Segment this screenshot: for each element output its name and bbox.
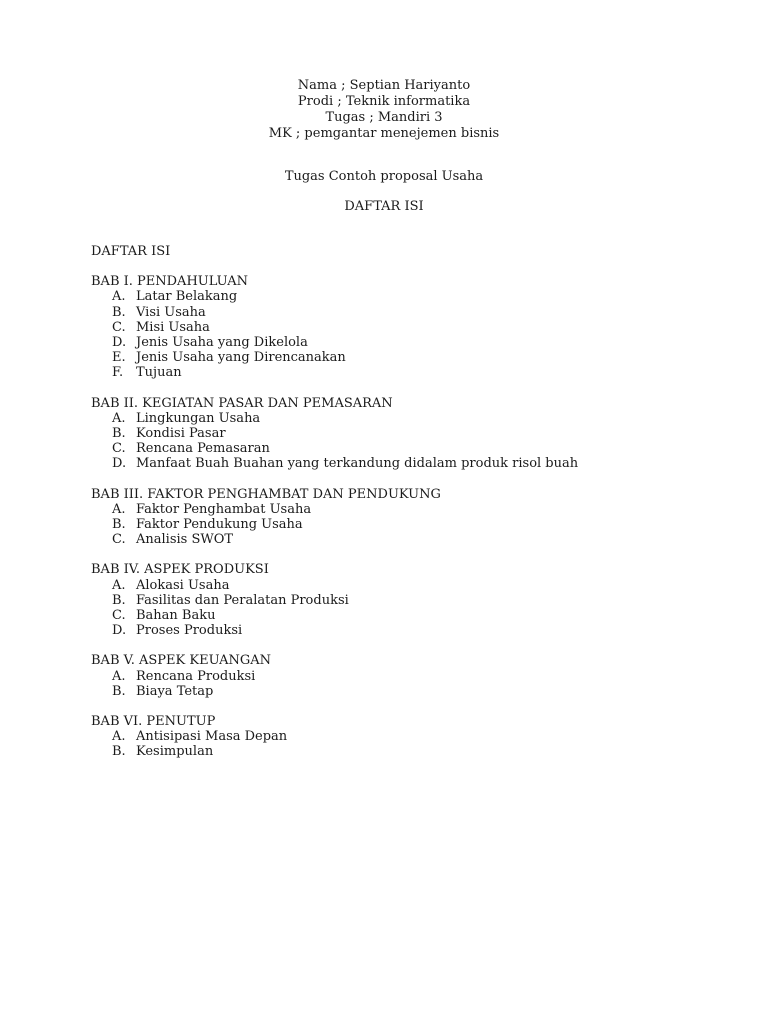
chapter-item-list — [91, 729, 731, 759]
toc-center-title: DAFTAR ISI — [344, 199, 424, 214]
list-item-text: Biaya Tetap — [136, 683, 214, 699]
chapter-title: BAB I. PENDAHULUAN — [91, 274, 248, 290]
list-item — [112, 411, 731, 426]
list-item-text: Manfaat Buah Buahan yang terkandung didalam produk risol buah — [136, 456, 579, 472]
chapter-section — [91, 396, 731, 472]
list-item-text: Proses Produksi — [136, 623, 243, 639]
list-item — [112, 532, 731, 547]
list-item-marker: D. — [112, 456, 127, 472]
list-item-marker: A. — [112, 577, 126, 593]
list-item-marker: B. — [112, 592, 126, 608]
chapter-section — [91, 562, 731, 638]
chapter-title: BAB VI. PENUTUP — [91, 714, 216, 730]
toc-heading: DAFTAR ISI — [91, 244, 171, 259]
list-item — [112, 426, 731, 441]
chapter-list — [91, 274, 731, 759]
list-item-marker: F. — [112, 365, 124, 381]
list-item-text: Tujuan — [136, 365, 182, 381]
list-item — [112, 517, 731, 532]
list-item — [112, 669, 731, 684]
chapter-title: BAB II. KEGIATAN PASAR DAN PEMASARAN — [91, 395, 393, 411]
list-item-text: Jenis Usaha yang Direncanakan — [136, 350, 346, 366]
list-item-marker: B. — [112, 304, 126, 320]
list-item-marker: B. — [112, 517, 126, 533]
chapter-item-list — [91, 578, 731, 639]
header-tugas-line: Tugas ; Mandiri 3 — [325, 110, 443, 125]
list-item — [112, 320, 731, 335]
list-item-marker: B. — [112, 426, 126, 442]
list-item-text: Kesimpulan — [136, 744, 214, 760]
list-item-text: Fasilitas dan Peralatan Produksi — [136, 592, 349, 608]
list-item — [112, 744, 731, 759]
header-name-line: Nama ; Septian Hariyanto — [297, 78, 471, 93]
list-item — [112, 305, 731, 320]
list-item-marker: D. — [112, 623, 127, 639]
header-prodi-line: Prodi ; Teknik informatika — [297, 94, 471, 109]
list-item — [112, 684, 731, 699]
list-item-text: Rencana Pemasaran — [136, 441, 270, 457]
list-item — [112, 578, 731, 593]
list-item-text: Faktor Pendukung Usaha — [136, 517, 303, 533]
list-item-text: Antisipasi Masa Depan — [136, 729, 288, 745]
header-block — [0, 78, 768, 142]
list-item-marker: C. — [112, 532, 126, 548]
list-item — [112, 456, 731, 471]
list-item-marker: B. — [112, 744, 126, 760]
list-item — [112, 593, 731, 608]
list-item-marker: A. — [112, 729, 126, 745]
list-item-text: Jenis Usaha yang Dikelola — [136, 335, 308, 351]
list-item-text: Latar Belakang — [136, 289, 238, 305]
list-item-text: Bahan Baku — [136, 608, 216, 624]
list-item-text: Kondisi Pasar — [136, 426, 226, 442]
table-of-contents — [91, 244, 731, 775]
chapter-title: BAB III. FAKTOR PENGHAMBAT DAN PENDUKUNG — [91, 486, 441, 502]
list-item-marker: C. — [112, 441, 126, 457]
list-item-text: Analisis SWOT — [136, 532, 234, 548]
chapter-section — [91, 714, 731, 760]
list-item-marker: D. — [112, 335, 127, 351]
chapter-item-list — [91, 289, 731, 380]
chapter-item-list — [91, 411, 731, 472]
list-item — [112, 350, 731, 365]
list-item-text: Faktor Penghambat Usaha — [136, 501, 312, 517]
list-item-text: Visi Usaha — [136, 304, 206, 320]
list-item-marker: C. — [112, 608, 126, 624]
list-item-text: Misi Usaha — [136, 319, 210, 335]
chapter-title: BAB V. ASPEK KEUANGAN — [91, 653, 272, 669]
chapter-section — [91, 653, 731, 699]
chapter-item-list — [91, 669, 731, 699]
chapter-section — [91, 487, 731, 548]
list-item-marker: A. — [112, 668, 126, 684]
list-item-text: Lingkungan Usaha — [136, 410, 261, 426]
list-item-marker: B. — [112, 683, 126, 699]
list-item — [112, 289, 731, 304]
document-subtitle: Tugas Contoh proposal Usaha — [284, 169, 484, 184]
list-item-marker: C. — [112, 319, 126, 335]
list-item — [112, 335, 731, 350]
list-item — [112, 608, 731, 623]
list-item — [112, 502, 731, 517]
list-item-marker: E. — [112, 350, 126, 366]
list-item — [112, 365, 731, 380]
list-item-marker: A. — [112, 410, 126, 426]
list-item-text: Alokasi Usaha — [136, 577, 230, 593]
chapter-title: BAB IV. ASPEK PRODUKSI — [91, 562, 269, 578]
list-item-marker: A. — [112, 501, 126, 517]
header-mk-line: MK ; pemgantar menejemen bisnis — [268, 126, 500, 141]
list-item-marker: A. — [112, 289, 126, 305]
list-item — [112, 729, 731, 744]
list-item — [112, 441, 731, 456]
chapter-section — [91, 274, 731, 380]
chapter-item-list — [91, 502, 731, 548]
list-item — [112, 623, 731, 638]
list-item-text: Rencana Produksi — [136, 668, 256, 684]
